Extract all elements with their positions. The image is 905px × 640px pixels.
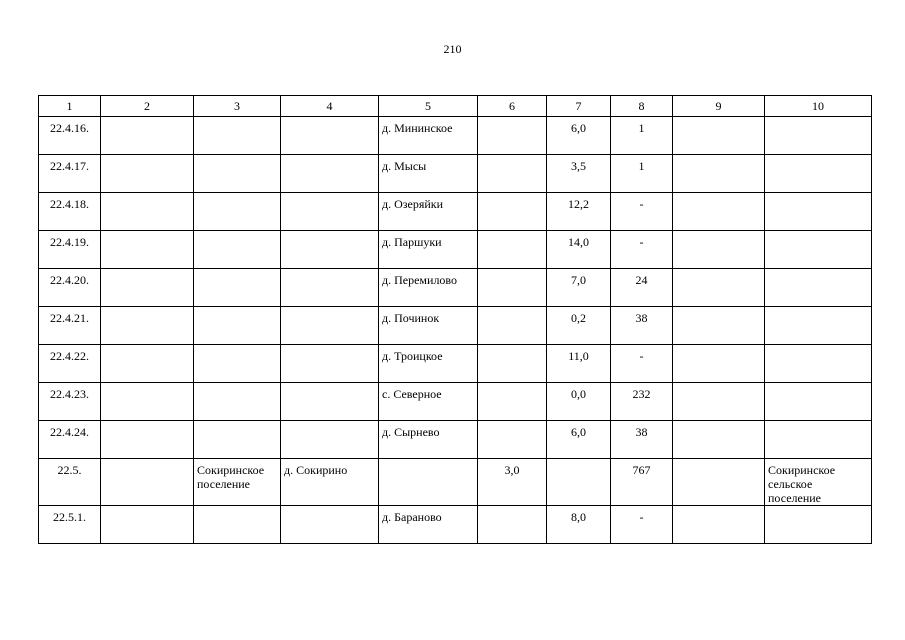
table-cell-col-3 (194, 383, 281, 421)
column-header: 2 (101, 96, 194, 117)
table-cell-col-4 (281, 383, 379, 421)
table-cell-col-6 (478, 307, 547, 345)
table-row (39, 421, 872, 459)
table-cell-col-8: 38 (611, 421, 673, 459)
table-cell-col-9 (673, 421, 765, 459)
table-cell-col-10 (765, 117, 872, 155)
table-cell-col-9 (673, 117, 765, 155)
table-cell-col-4 (281, 117, 379, 155)
table-cell-col-8: 24 (611, 269, 673, 307)
table-row (39, 231, 872, 269)
table-cell-col-2 (101, 269, 194, 307)
table-cell-col-4 (281, 155, 379, 193)
table-cell-col-5: д. Мининское (379, 117, 478, 155)
column-header: 8 (611, 96, 673, 117)
table-cell-col-1: 22.4.23. (39, 383, 101, 421)
table-cell-col-9 (673, 231, 765, 269)
table-cell-col-2 (101, 345, 194, 383)
table-cell-col-1: 22.4.19. (39, 231, 101, 269)
table-cell-col-8: - (611, 345, 673, 383)
table-cell-col-3 (194, 421, 281, 459)
table-cell-col-7: 6,0 (547, 117, 611, 155)
table-cell-col-4 (281, 269, 379, 307)
table-cell-col-8: - (611, 506, 673, 544)
table-cell-col-2 (101, 383, 194, 421)
table-cell-col-4 (281, 231, 379, 269)
table-cell-col-9 (673, 193, 765, 231)
table-cell-col-4 (281, 307, 379, 345)
table-cell-col-2 (101, 506, 194, 544)
table-cell-col-3 (194, 193, 281, 231)
table-cell-col-10 (765, 307, 872, 345)
table-cell-col-6: 3,0 (478, 459, 547, 506)
table-cell-col-7: 8,0 (547, 506, 611, 544)
table-cell-col-6 (478, 506, 547, 544)
table-cell-col-3 (194, 155, 281, 193)
table-cell-col-2 (101, 117, 194, 155)
table-cell-col-1: 22.4.21. (39, 307, 101, 345)
table-cell-col-8: 232 (611, 383, 673, 421)
table-cell-col-10 (765, 155, 872, 193)
table-cell-col-9 (673, 506, 765, 544)
table-cell-col-7: 7,0 (547, 269, 611, 307)
table-cell-col-5: д. Починок (379, 307, 478, 345)
table-cell-col-1: 22.4.20. (39, 269, 101, 307)
table-cell-col-8: - (611, 231, 673, 269)
table-cell-col-9 (673, 345, 765, 383)
table-row (39, 155, 872, 193)
table-cell-col-7: 6,0 (547, 421, 611, 459)
column-header: 4 (281, 96, 379, 117)
table-cell-col-1: 22.4.18. (39, 193, 101, 231)
table-cell-col-8: - (611, 193, 673, 231)
table-row (39, 307, 872, 345)
table-cell-col-2 (101, 421, 194, 459)
table-cell-col-5: с. Северное (379, 383, 478, 421)
table-cell-col-9 (673, 459, 765, 506)
table-cell-col-6 (478, 193, 547, 231)
header-row (39, 96, 872, 117)
table-cell-col-4 (281, 193, 379, 231)
table-cell-col-1: 22.4.16. (39, 117, 101, 155)
table-cell-col-7: 14,0 (547, 231, 611, 269)
table-row (39, 193, 872, 231)
table-cell-col-6 (478, 383, 547, 421)
table-cell-col-7: 0,2 (547, 307, 611, 345)
table-cell-col-1: 22.5. (39, 459, 101, 506)
table-cell-col-5: д. Бараново (379, 506, 478, 544)
column-header: 10 (765, 96, 872, 117)
table-cell-col-5 (379, 459, 478, 506)
table-cell-col-1: 22.5.1. (39, 506, 101, 544)
table-row (39, 269, 872, 307)
table-cell-col-1: 22.4.22. (39, 345, 101, 383)
table-cell-col-2 (101, 307, 194, 345)
table-cell-col-3: Сокиринское поселение (194, 459, 281, 506)
table-cell-col-7 (547, 459, 611, 506)
table-cell-col-2 (101, 155, 194, 193)
table-cell-col-5: д. Троицкое (379, 345, 478, 383)
table-cell-col-6 (478, 155, 547, 193)
table-row (39, 383, 872, 421)
settlements-table (38, 95, 872, 544)
table-cell-col-3 (194, 269, 281, 307)
table-cell-col-4 (281, 506, 379, 544)
table-cell-col-8: 1 (611, 155, 673, 193)
table-cell-col-8: 38 (611, 307, 673, 345)
table-cell-col-3 (194, 117, 281, 155)
table-cell-col-7: 3,5 (547, 155, 611, 193)
table-cell-col-6 (478, 345, 547, 383)
table-cell-col-8: 1 (611, 117, 673, 155)
table-cell-col-10 (765, 231, 872, 269)
column-header: 1 (39, 96, 101, 117)
page-number: 210 (443, 42, 462, 56)
table-cell-col-5: д. Перемилово (379, 269, 478, 307)
table-cell-col-6 (478, 117, 547, 155)
table-cell-col-10 (765, 269, 872, 307)
table-cell-col-2 (101, 193, 194, 231)
table-cell-col-10 (765, 421, 872, 459)
table-cell-col-3 (194, 231, 281, 269)
table-cell-col-3 (194, 506, 281, 544)
table-cell-col-9 (673, 383, 765, 421)
table-cell-col-9 (673, 155, 765, 193)
column-header: 5 (379, 96, 478, 117)
table-cell-col-7: 11,0 (547, 345, 611, 383)
table-cell-col-10 (765, 506, 872, 544)
table-cell-col-7: 12,2 (547, 193, 611, 231)
column-header: 3 (194, 96, 281, 117)
table-row (39, 117, 872, 155)
table-cell-col-6 (478, 269, 547, 307)
table-cell-col-10 (765, 193, 872, 231)
table-cell-col-3 (194, 307, 281, 345)
table-cell-col-6 (478, 421, 547, 459)
table-cell-col-7: 0,0 (547, 383, 611, 421)
table-cell-col-9 (673, 269, 765, 307)
column-header: 7 (547, 96, 611, 117)
table-cell-col-2 (101, 231, 194, 269)
column-header: 6 (478, 96, 547, 117)
table-cell-col-5: д. Мысы (379, 155, 478, 193)
table-cell-col-3 (194, 345, 281, 383)
table-cell-col-9 (673, 307, 765, 345)
table-cell-col-2 (101, 459, 194, 506)
table-row (39, 459, 872, 506)
table-cell-col-10 (765, 383, 872, 421)
table-cell-col-1: 22.4.24. (39, 421, 101, 459)
table-cell-col-4 (281, 345, 379, 383)
column-header: 9 (673, 96, 765, 117)
table-row (39, 345, 872, 383)
table-cell-col-8: 767 (611, 459, 673, 506)
table-cell-col-10: Сокиринское сельское поселение (765, 459, 872, 506)
table-cell-col-6 (478, 231, 547, 269)
table-cell-col-4: д. Сокирино (281, 459, 379, 506)
table-cell-col-5: д. Сырнево (379, 421, 478, 459)
table-cell-col-5: д. Паршуки (379, 231, 478, 269)
table-row (39, 506, 872, 544)
table-cell-col-10 (765, 345, 872, 383)
table-cell-col-4 (281, 421, 379, 459)
table-cell-col-5: д. Озеряйки (379, 193, 478, 231)
table-cell-col-1: 22.4.17. (39, 155, 101, 193)
